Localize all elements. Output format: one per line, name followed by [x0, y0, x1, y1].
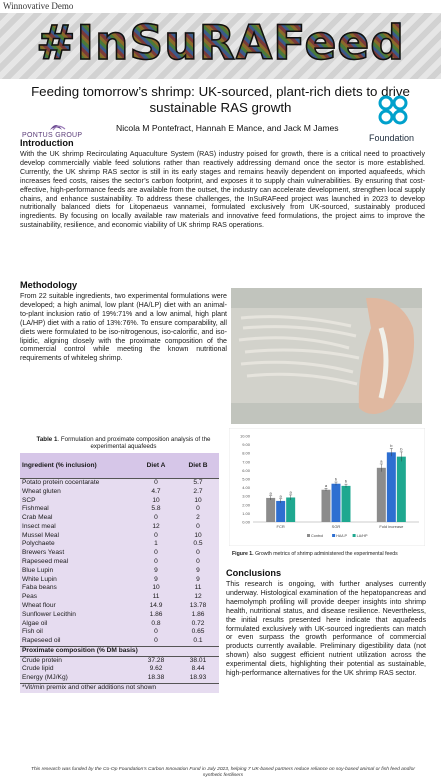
y-tick-label: 3.00 — [242, 493, 250, 499]
y-tick-label: 5.00 — [242, 476, 250, 482]
significance-label: a — [279, 493, 282, 499]
chart-bar — [286, 497, 295, 522]
methodology-paragraph: From 22 suitable ingredients, two experimental formulations were developed; a high animal, low plant (HA/LP) diet with an animal-to-plant inclusion ratio of 19%:71% and a low animal, high plant (LA/HP) diet with a ratio of 13%:76%. To ensure comparability, all diets were formulated to be iso-nitrogenous, iso-calorific, and iso-lipidic, aligning closely with the proximate composition of the commercial control while meeting the known nutritional requirements of whiteleg shrimp. — [20, 292, 227, 363]
diet-a-value: 10 — [152, 496, 160, 504]
chart-bar — [266, 498, 275, 522]
table-row — [20, 593, 219, 602]
diet-a-value: 0 — [154, 628, 158, 636]
diet-b-value: 2 — [196, 514, 200, 522]
significance-label: b — [344, 478, 348, 484]
diet-a-value: 11 — [152, 593, 160, 601]
y-tick-label: 9.00 — [242, 442, 250, 448]
significance-label: b — [334, 476, 338, 482]
chart-bar — [322, 490, 331, 522]
significance-label: a — [380, 458, 383, 464]
diet-b-value: 38.01 — [189, 656, 207, 664]
significance-label: b — [400, 446, 403, 452]
table-caption-text: . Formulation and proximate composition analysis of the experimental aquafeeds — [57, 436, 211, 451]
table-row — [20, 532, 219, 541]
diet-a-value: 10 — [152, 584, 160, 592]
y-tick-label: 8.00 — [242, 450, 250, 456]
legend-label: LA/HP — [356, 533, 368, 538]
demo-watermark: Winnovative Demo — [3, 1, 74, 11]
shrimp-photo — [231, 288, 422, 424]
diet-a-value: 0 — [154, 558, 158, 566]
table-row — [20, 497, 219, 506]
ingredient-name: Wheat flour — [22, 601, 56, 609]
table-row — [20, 576, 219, 585]
table-row — [20, 674, 219, 683]
significance-label: a — [289, 489, 292, 495]
x-tick-label: Fold increase — [379, 524, 404, 529]
diet-b-value: 0.65 — [191, 628, 205, 636]
table-row — [20, 567, 219, 576]
diet-a-value: 9.62 — [149, 665, 163, 673]
coop-foundation-text: Foundation — [369, 133, 415, 143]
figure-caption — [232, 551, 432, 557]
ingredient-name: Mussel Meal — [22, 531, 60, 539]
table-row — [20, 523, 219, 532]
methodology-heading: Methodology — [20, 280, 78, 290]
diet-b-value: 2.7 — [193, 487, 203, 495]
proximate-section-heading: Proximate composition (% DM basis) — [20, 646, 219, 656]
ingredient-name: Algae oil — [22, 619, 48, 627]
table-row — [20, 584, 219, 593]
y-tick-label: 10.00 — [239, 433, 250, 439]
table-row — [20, 488, 219, 497]
table-caption-label: Table 1 — [36, 436, 58, 443]
diet-b-value: 0 — [196, 505, 200, 513]
diet-b-value: 13.78 — [189, 601, 207, 609]
diet-b-value: 5.7 — [193, 479, 203, 486]
y-tick-label: 4.00 — [242, 485, 250, 491]
table-row — [20, 549, 219, 558]
table-caption — [32, 436, 215, 451]
col-header-diet-a: Diet A — [135, 453, 177, 479]
proximate-name: Crude protein — [22, 656, 62, 664]
intro-heading: Introduction — [20, 138, 74, 148]
chart-bar — [387, 452, 396, 522]
ingredient-name: Crab Meal — [22, 514, 53, 522]
ingredient-name: Sunflower Lecithin — [22, 610, 76, 618]
ingredient-name: Brewers Yeast — [22, 549, 65, 557]
diet-b-value: 8.44 — [191, 665, 205, 673]
table-row — [20, 665, 219, 674]
diet-b-value: 12 — [194, 593, 202, 601]
diet-a-value: 9 — [154, 566, 158, 574]
x-tick-label: FCR — [276, 524, 285, 529]
coop-logo-icon — [378, 95, 408, 125]
y-tick-label: 0.00 — [242, 519, 250, 525]
diet-a-value: 0 — [154, 479, 158, 486]
ingredient-name: Peas — [22, 593, 38, 601]
table-row — [20, 558, 219, 567]
table-row — [20, 637, 219, 646]
table-note-row — [20, 683, 219, 692]
ingredient-name: Potato protein cocentarate — [22, 479, 100, 486]
diet-b-value: 18.93 — [189, 674, 207, 682]
figure-caption-label: Figure 1. — [232, 551, 254, 557]
ingredient-name: Wheat gluten — [22, 487, 61, 495]
col-header-diet-b: Diet B — [177, 453, 219, 479]
legend-swatch — [353, 534, 356, 537]
y-tick-label: 1.00 — [242, 510, 250, 516]
table-row — [20, 505, 219, 514]
conclusions-paragraph: This research is ongoing, with further analyses currently underway. Histological examination of the hepatopancreas and haemolymph profiling will provide deeper insights into shrimp health, nutritional status, and disease resilience. Nevertheless, the initial results presented here indicate that aquafeeds formulated exclusively with UK-sourced ingredients can match or even surpass the growth performance of commercial products currently available. Preliminary digestibility data (not shown) also suggest efficient nutrient utilization across the experimental diets, highlighting their potential as sustainable, high-performance alternatives for the UK shrimp RAS sector. — [226, 580, 426, 678]
ingredient-name: Faba beans — [22, 584, 57, 592]
banner-hashtag: #InSuRAFeed — [0, 16, 441, 71]
diet-a-value: 18.38 — [147, 674, 165, 682]
funding-footer: This research was funded by the Co-Op Foundation’s Carbon Innovation Fund in July 2023, helping 7 UK-based partners reduce reliance on soy-based animal or fish feed and/or synthetic fertilisers — [30, 767, 416, 778]
chart-bar — [276, 501, 285, 522]
legend-swatch — [332, 534, 335, 537]
ingredient-name: Fishmeal — [22, 505, 49, 513]
diet-b-value: 10 — [194, 531, 202, 539]
growth-metrics-chart — [229, 428, 425, 546]
legend-swatch — [307, 534, 310, 537]
table-row — [20, 514, 219, 523]
chart-bar — [377, 468, 386, 522]
ingredient-name: Blue Lupin — [22, 566, 54, 574]
project-banner — [0, 13, 441, 79]
legend-label: HA/LP — [336, 533, 348, 538]
diet-a-value: 0 — [154, 531, 158, 539]
diet-a-value: 0 — [154, 637, 158, 645]
diet-a-value: 5.8 — [151, 505, 161, 513]
diet-b-value: 9 — [196, 575, 200, 583]
ingredient-name: Rapeseed oil — [22, 637, 61, 645]
author-list: Nicola M Pontefract, Hannah E Mance, and Jack M James — [116, 123, 339, 133]
diet-a-value: 0 — [154, 514, 158, 522]
proximate-name: Crude lipid — [22, 665, 54, 673]
significance-label: b — [390, 442, 393, 448]
proximate-name: Energy (MJ/Kg) — [22, 674, 68, 682]
significance-label: a — [269, 490, 272, 496]
intro-paragraph: With the UK shrimp Recirculating Aquaculture System (RAS) industry poised for growth, there is a critical need to proactively develop commercially viable feed solutions rather than reactively addressing demand once the sector is more established. Currently, the UK shrimp RAS sector is still in its early stages and remains heavily dependent on imported aquafeeds, which increases feed costs, raises the sector’s carbon footprint, and exposes it to supply chain vulnerabilities. By ensuring that cost-effective, high-performance feeds are available from the outset, the industry can accelerate development, strengthen local supply chains, and enhance sustainability. To address these challenges, the InSuRAFeed project was launched in 2023 to develop nutritionally balanced diets for Litopenaeus vannamei, formulated exclusively from UK-sourced, sustainably produced ingredients. By focusing on locally available raw materials and innovative feed formulations, the project aims to improve the sustainability, resilience, and economic viability of UK shrimp RAS operations. — [20, 150, 425, 230]
ingredient-name: Polychaete — [22, 540, 55, 548]
y-tick-label: 6.00 — [242, 467, 250, 473]
legend-label: Control — [311, 533, 324, 538]
ingredient-name: Rapeseed meal — [22, 558, 69, 566]
table-footnote: *Vit/min premix and other additions not shown — [20, 683, 219, 692]
diet-a-value: 9 — [154, 575, 158, 583]
diet-b-value: 10 — [194, 496, 202, 504]
ingredient-name: White Lupin — [22, 575, 57, 583]
table-row — [20, 602, 219, 611]
significance-label: a — [324, 482, 328, 488]
diet-b-value: 9 — [196, 566, 200, 574]
diet-a-value: 14.9 — [149, 601, 163, 609]
diet-b-value: 11 — [194, 584, 202, 592]
y-tick-label: 2.00 — [242, 502, 250, 508]
table-row — [20, 628, 219, 637]
x-tick-label: SGR — [331, 524, 341, 529]
ingredient-name: Insect meal — [22, 522, 56, 530]
diet-b-value: 1.86 — [191, 610, 205, 618]
table-row — [20, 620, 219, 629]
diet-b-value: 0 — [196, 549, 200, 557]
formulation-table — [20, 453, 219, 693]
diet-a-value: 4.7 — [151, 487, 161, 495]
diet-b-value: 0 — [196, 558, 200, 566]
figure-caption-text: Growth metrics of shrimp administered the experimental feeds — [253, 551, 398, 557]
table-row — [20, 656, 219, 665]
col-header-ingredient: Ingredient (% inclusion) — [20, 453, 135, 479]
ingredient-name: Fish oil — [22, 628, 43, 636]
conclusions-heading: Conclusions — [226, 568, 282, 578]
pontus-logo-text: PONTUS GROUP — [22, 132, 83, 139]
table-section-row — [20, 646, 219, 656]
diet-a-value: 1 — [154, 540, 158, 548]
diet-b-value: 0.1 — [193, 637, 203, 645]
diet-b-value: 0.5 — [193, 540, 203, 548]
diet-a-value: 37.28 — [147, 656, 165, 664]
chart-bar — [332, 484, 341, 522]
table-row — [20, 540, 219, 549]
table-row — [20, 479, 219, 488]
table-row — [20, 611, 219, 620]
y-tick-label: 7.00 — [242, 459, 250, 465]
diet-b-value: 0.72 — [191, 619, 205, 627]
poster-title: Feeding tomorrow’s shrimp: UK-sourced, plant-rich diets to drive sustainable RAS growth — [31, 84, 410, 115]
diet-a-value: 0 — [154, 549, 158, 557]
chart-bar — [342, 486, 351, 522]
diet-a-value: 12 — [152, 522, 160, 530]
chart-bar — [397, 457, 406, 522]
diet-a-value: 0.8 — [151, 619, 161, 627]
diet-b-value: 0 — [196, 522, 200, 530]
ingredient-name: SCP — [22, 496, 36, 504]
diet-a-value: 1.86 — [149, 610, 163, 618]
